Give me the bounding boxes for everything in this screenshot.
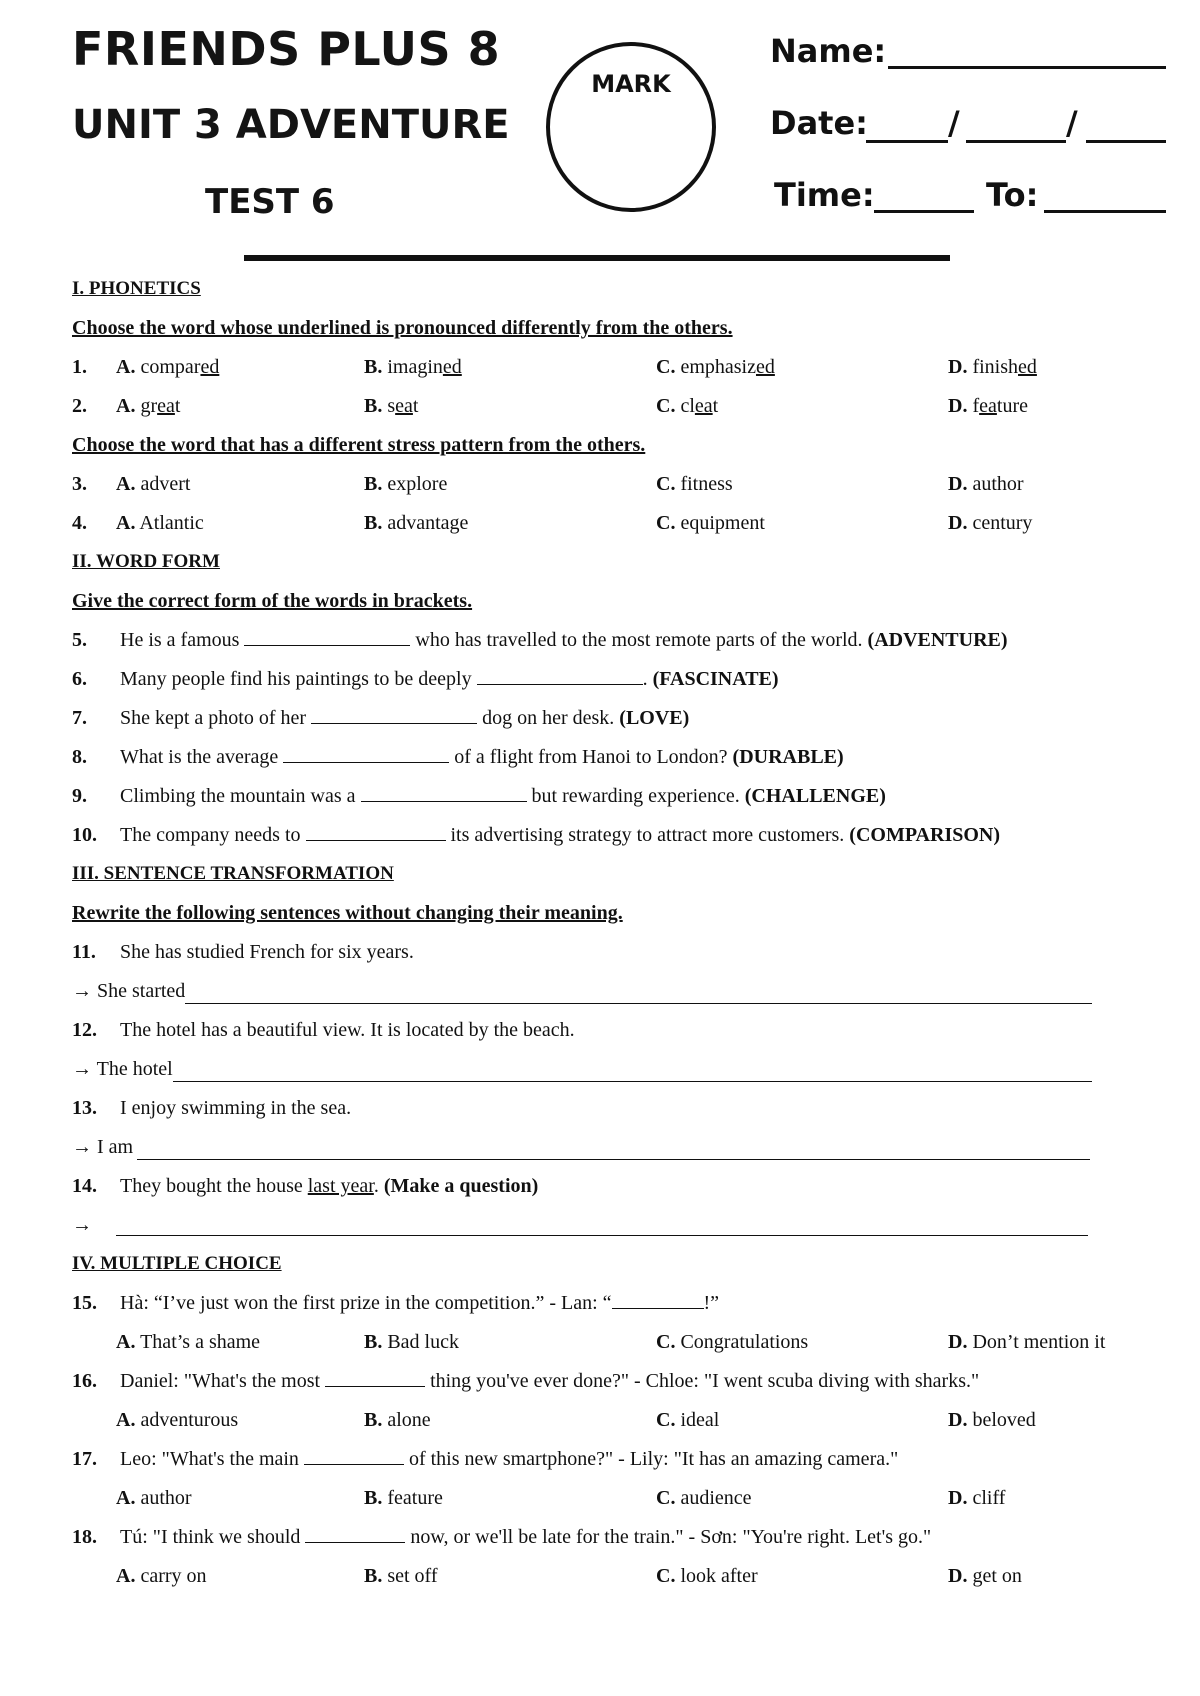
question-number: 4. — [72, 512, 87, 534]
instruction: Choose the word that has a different stress pattern from the others. — [72, 434, 646, 456]
answer-line[interactable] — [116, 1217, 1088, 1236]
question-text: She has studied French for six years. — [120, 941, 414, 963]
question-number: 18. — [72, 1526, 97, 1548]
option-c[interactable]: C. fitness — [656, 473, 733, 495]
answer-line[interactable] — [173, 1063, 1092, 1082]
question-text: What is the average of a flight from Hanoi to London? (DURABLE) — [120, 746, 844, 768]
question-number: 8. — [72, 746, 87, 768]
date-day-field[interactable] — [866, 140, 948, 143]
option-b[interactable]: B. alone — [364, 1409, 431, 1431]
answer-row — [72, 978, 1092, 1004]
answer-row — [72, 1056, 1092, 1082]
answer-blank[interactable] — [361, 783, 527, 802]
to-field[interactable] — [1044, 210, 1166, 213]
option-a[interactable]: A. author — [116, 1487, 192, 1509]
option-b[interactable]: B. feature — [364, 1487, 443, 1509]
option-d[interactable]: D. finished — [948, 356, 1037, 378]
unit-title: UNIT 3 ADVENTURE — [72, 102, 510, 148]
time-label: Time: — [774, 176, 875, 214]
option-b[interactable]: B. set off — [364, 1565, 438, 1587]
question-number: 7. — [72, 707, 87, 729]
instruction: Rewrite the following sentences without changing their meaning. — [72, 902, 623, 924]
option-d[interactable]: D. get on — [948, 1565, 1022, 1587]
option-b[interactable]: B. Bad luck — [364, 1331, 459, 1353]
question-text: Leo: "What's the main of this new smartphone?" - Lily: "It has an amazing camera." — [120, 1448, 899, 1470]
test-title: TEST 6 — [205, 182, 335, 222]
section-heading: I. PHONETICS — [72, 278, 201, 299]
answer-blank[interactable] — [311, 705, 477, 724]
option-d[interactable]: D. Don’t mention it — [948, 1331, 1106, 1353]
option-c[interactable]: C. Congratulations — [656, 1331, 809, 1353]
time-field[interactable] — [874, 210, 974, 213]
mark-label: MARK — [591, 70, 671, 98]
question-text: Hà: “I’ve just won the first prize in the competition.” - Lan: “ !” — [120, 1292, 720, 1314]
header-divider — [244, 255, 950, 261]
option-a[interactable]: A. That’s a shame — [116, 1331, 261, 1353]
option-d[interactable]: D. author — [948, 473, 1024, 495]
option-a[interactable]: A. carry on — [116, 1565, 207, 1587]
answer-blank[interactable] — [305, 1524, 405, 1543]
question-number: 13. — [72, 1097, 97, 1119]
question-text: They bought the house last year. (Make a question) — [120, 1175, 539, 1197]
instruction: Choose the word whose underlined is pronounced differently from the others. — [72, 317, 733, 339]
answer-blank[interactable] — [612, 1290, 704, 1309]
option-a[interactable]: A. Atlantic — [116, 512, 204, 534]
section-heading: II. WORD FORM — [72, 551, 220, 572]
question-text: I enjoy swimming in the sea. — [120, 1097, 352, 1119]
section-heading: III. SENTENCE TRANSFORMATION — [72, 863, 394, 884]
option-d[interactable]: D. beloved — [948, 1409, 1036, 1431]
answer-row — [72, 1134, 1090, 1160]
question-number: 5. — [72, 629, 87, 651]
option-c[interactable]: C. cleat — [656, 395, 719, 417]
question-text: Many people find his paintings to be deeply . (FASCINATE) — [120, 668, 779, 690]
question-number: 10. — [72, 824, 97, 846]
option-a[interactable]: A. adventurous — [116, 1409, 239, 1431]
option-b[interactable]: B. imagined — [364, 356, 462, 378]
option-c[interactable]: C. equipment — [656, 512, 765, 534]
name-label: Name: — [770, 32, 887, 70]
question-text: Daniel: "What's the most thing you've ever done?" - Chloe: "I went scuba diving with sharks." — [120, 1370, 980, 1392]
question-number: 9. — [72, 785, 87, 807]
question-text: Climbing the mountain was a but rewarding experience. (CHALLENGE) — [120, 785, 886, 807]
option-c[interactable]: C. emphasized — [656, 356, 775, 378]
answer-prompt: → — [72, 1214, 92, 1236]
option-d[interactable]: D. cliff — [948, 1487, 1006, 1509]
to-label: To: — [986, 176, 1039, 214]
question-number: 17. — [72, 1448, 97, 1470]
option-b[interactable]: B. explore — [364, 473, 448, 495]
date-label: Date: — [770, 104, 868, 142]
answer-blank[interactable] — [306, 822, 446, 841]
answer-blank[interactable] — [283, 744, 449, 763]
option-d[interactable]: D. feature — [948, 395, 1028, 417]
date-year-field[interactable] — [1086, 140, 1166, 143]
question-number: 14. — [72, 1175, 97, 1197]
question-number: 1. — [72, 356, 87, 378]
date-separator: / — [1066, 104, 1078, 142]
mark-circle — [546, 42, 716, 212]
answer-blank[interactable] — [244, 627, 410, 646]
answer-blank[interactable] — [304, 1446, 404, 1465]
option-c[interactable]: C. look after — [656, 1565, 758, 1587]
name-field[interactable] — [888, 66, 1166, 69]
option-a[interactable]: A. advert — [116, 473, 191, 495]
answer-prompt: → She started — [72, 980, 186, 1002]
answer-prompt: → I am — [72, 1136, 134, 1158]
date-separator: / — [948, 104, 960, 142]
date-month-field[interactable] — [966, 140, 1066, 143]
worksheet-title: FRIENDS PLUS 8 — [72, 22, 501, 76]
question-text: He is a famous who has travelled to the most remote parts of the world. (ADVENTURE) — [120, 629, 1008, 651]
question-number: 16. — [72, 1370, 97, 1392]
option-b[interactable]: B. seat — [364, 395, 419, 417]
question-text: Tú: "I think we should now, or we'll be late for the train." - Sơn: "You're right. Let's go." — [120, 1526, 932, 1548]
question-number: 2. — [72, 395, 87, 417]
answer-prompt: → The hotel — [72, 1058, 173, 1080]
option-c[interactable]: C. audience — [656, 1487, 752, 1509]
question-number: 12. — [72, 1019, 97, 1041]
option-d[interactable]: D. century — [948, 512, 1033, 534]
question-number: 11. — [72, 941, 96, 963]
option-b[interactable]: B. advantage — [364, 512, 469, 534]
answer-row — [72, 1212, 1088, 1238]
answer-line[interactable] — [185, 985, 1092, 1004]
option-a[interactable]: A. great — [116, 395, 181, 417]
answer-line[interactable] — [137, 1141, 1090, 1160]
question-text: The hotel has a beautiful view. It is located by the beach. — [120, 1019, 575, 1041]
question-number: 3. — [72, 473, 87, 495]
question-text: The company needs to its advertising strategy to attract more customers. (COMPARISON) — [120, 824, 1001, 846]
answer-blank[interactable] — [325, 1368, 425, 1387]
question-number: 15. — [72, 1292, 97, 1314]
question-number: 6. — [72, 668, 87, 690]
option-c[interactable]: C. ideal — [656, 1409, 720, 1431]
question-text: She kept a photo of her dog on her desk. (LOVE) — [120, 707, 690, 729]
instruction: Give the correct form of the words in brackets. — [72, 590, 473, 612]
answer-blank[interactable] — [477, 666, 643, 685]
option-a[interactable]: A. compared — [116, 356, 220, 378]
section-heading: IV. MULTIPLE CHOICE — [72, 1253, 282, 1274]
